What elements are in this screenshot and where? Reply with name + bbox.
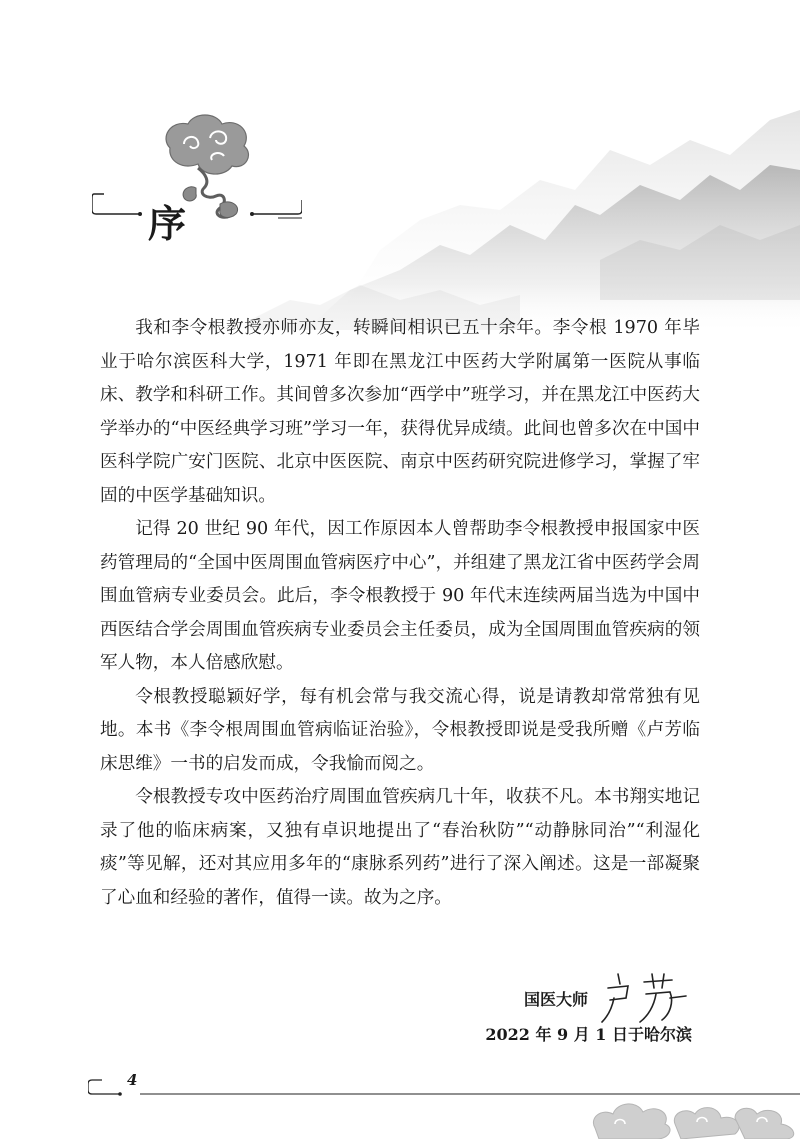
signature-block	[524, 968, 690, 1028]
signature-date: 2022 年 9 月 1 日于哈尔滨	[485, 1025, 692, 1044]
paragraph: 令根教授聪颖好学，每有机会常与我交流心得，说是请教却常常独有见地。本书《李令根周围血管病临证治验》，令根教授即说是受我所赠《卢芳临床思维》一书的启发而成，令我愉而阅之。	[100, 686, 700, 774]
handwritten-signature	[600, 968, 690, 1028]
paragraph: 记得 20 世纪 90 年代，因工作原因本人曾帮助李令根教授申报国家中医药管理局的“全国中医周围血管病医疗中心”，并组建了黑龙江省中医药学会周围血管病专业委员会。此后，李令根教授于 90 年代末连续两届当选为中国中西医结合学会周围血管疾病专业委员会主任委员，成为全国周围血管疾病的领军人物，本人倍感欣慰。	[100, 519, 700, 673]
preface-body	[100, 312, 700, 915]
paragraph: 令根教授专攻中医药治疗周围血管疾病几十年，收获不凡。本书翔实地记录了他的临床病案，又独有卓识地提出了“春治秋防”“动静脉同治”“利湿化痰”等见解，还对其应用多年的“康脉系列药”进行了深入阐述。这是一部凝聚了心血和经验的著作，值得一读。故为之序。	[100, 787, 700, 908]
signer-title: 国医大师	[523, 989, 588, 1009]
title-frame-decoration	[92, 190, 302, 224]
paragraph: 我和李令根教授亦师亦友，转瞬间相识已五十余年。李令根 1970 年毕业于哈尔滨医科大学，1971 年即在黑龙江中医药大学附属第一医院从事临床、教学和科研工作。其间曾多次参加“西学中”班学习，并在黑龙江中医药大学举办的“中医经典学习班”学习一年，获得优异成绩。此间也曾多次在中国中医科学院广安门医院、北京中医医院、南京中医药研究院进修学习，掌握了牢固的中医学基础知识。	[100, 318, 700, 506]
page-title: 序	[148, 201, 189, 246]
page-number: 4	[127, 1071, 138, 1089]
mountain-background-illustration	[0, 0, 800, 340]
footer-cloud-decoration	[585, 1088, 800, 1139]
